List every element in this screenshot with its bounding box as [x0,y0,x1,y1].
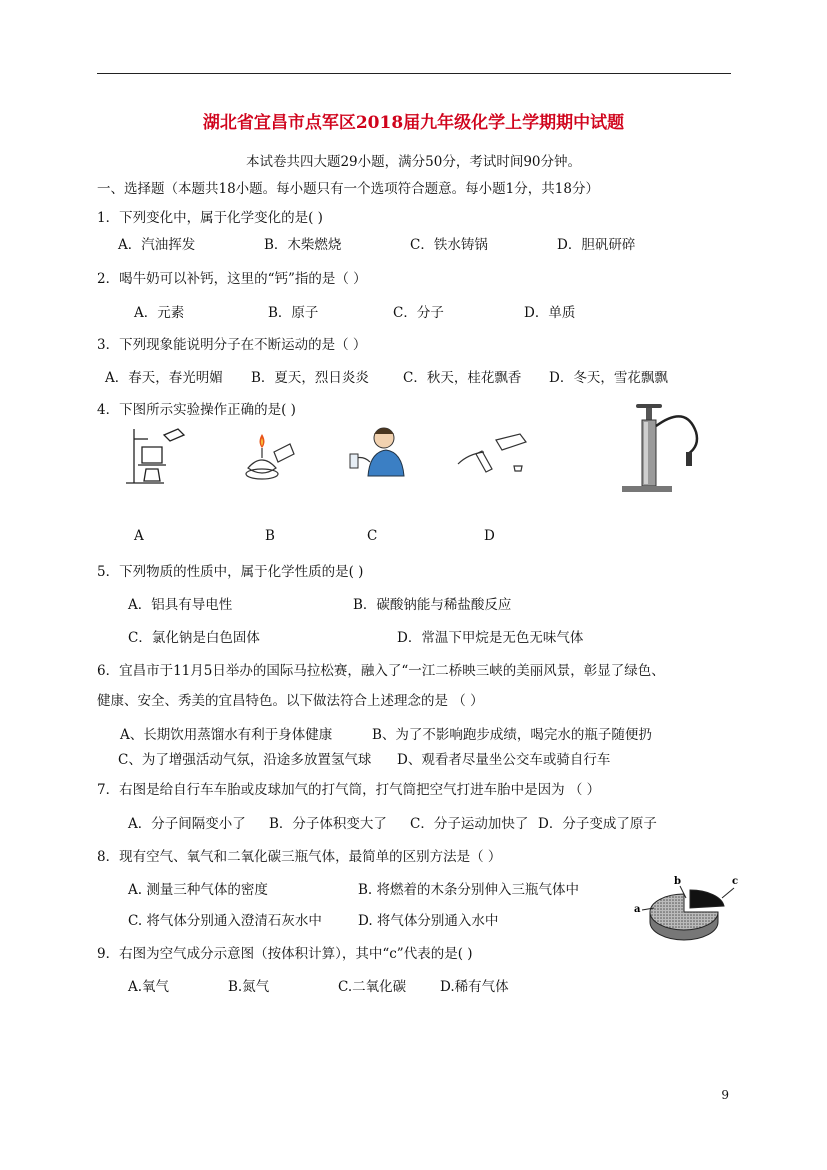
q3-option-d: D．冬天，雪花飘飘 [549,370,668,386]
q5-option-c: C．氯化钠是白色固体 [128,630,260,646]
q4-label-c: C [367,528,378,544]
q9-stem: 9．右图为空气成分示意图（按体积计算），其中“c”代表的是( ) [97,946,473,962]
q2-option-b: B．原子 [268,305,319,321]
q8-option-a: A. 测量三种气体的密度 [128,882,268,898]
page-number: 9 [721,1088,729,1102]
q1-stem: 1．下列变化中，属于化学变化的是( ) [97,210,323,226]
q6-stem-line1: 6．宜昌市于11月5日举办的国际马拉松赛，融入了“一江二桥映三峡的美丽风景，彰显了绿色、 [97,663,665,679]
q1-option-c: C．铁水铸锅 [410,237,488,253]
q2-option-d: D．单质 [524,305,576,321]
q7-option-c: C．分子运动加快了 [410,816,529,832]
document-title: 湖北省宜昌市点军区2018届九年级化学上学期期中试题 [202,113,625,133]
q7-stem: 7．右图是给自行车车胎或皮球加气的打气筒，打气筒把空气打进车胎中是因为 （ ） [97,782,601,798]
q4-label-d: D [484,528,495,544]
q6-option-c: C、为了增强活动气氛，沿途多放置氢气球 [118,752,372,768]
q6-option-d: D、观看者尽量坐公交车或骑自行车 [397,752,611,768]
q3-option-c: C．秋天，桂花飘香 [403,370,522,386]
figure-d-pouring-liquid [456,430,532,478]
q2-stem: 2．喝牛奶可以补钙，这里的“钙”指的是（ ） [97,271,367,287]
section-heading: 一、选择题（本题共18小题。每小题只有一个选项符合题意。每小题1分，共18分） [97,181,599,197]
q3-stem: 3．下列现象能说明分子在不断运动的是（ ） [97,337,367,353]
q9-option-d: D.稀有气体 [440,979,509,995]
q3-option-a: A．春天，春光明媚 [105,370,223,386]
q6-option-a: A、长期饮用蒸馏水有利于身体健康 [120,727,333,743]
q8-option-d: D. 将气体分别通入水中 [358,913,499,929]
q2-option-a: A．元素 [134,305,185,321]
pie-label-b: b [674,876,681,887]
q5-stem: 5．下列物质的性质中，属于化学性质的是( ) [97,564,364,580]
pie-label-a: a [634,904,641,915]
q1-option-d: D．胆矾研碎 [557,237,636,253]
q5-option-b: B．碳酸钠能与稀盐酸反应 [353,597,512,613]
q7-option-a: A．分子间隔变小了 [128,816,246,832]
q9-option-b: B.氮气 [228,979,270,995]
q3-option-b: B．夏天，烈日炎炎 [251,370,369,386]
air-composition-pie-diagram [630,872,742,946]
q1-option-a: A．汽油挥发 [118,237,196,253]
q6-stem-line2: 健康、安全、秀美的宜昌特色。以下做法符合上述理念的是 （ ） [97,693,484,709]
q6-option-b: B、为了不影响跑步成绩，喝完水的瓶子随便扔 [372,727,652,743]
header-rule [97,73,731,74]
figure-a-heating-stand [124,425,188,487]
figure-bicycle-pump [618,402,710,496]
figure-b-alcohol-lamp [240,428,298,482]
q7-option-d: D．分子变成了原子 [538,816,657,832]
q5-option-d: D．常温下甲烷是无色无味气体 [397,630,584,646]
q4-stem: 4．下图所示实验操作正确的是( ) [97,402,296,418]
q2-option-c: C．分子 [393,305,444,321]
exam-intro: 本试卷共四大题29小题，满分50分，考试时间90分钟。 [245,154,582,170]
q1-option-b: B．木柴燃烧 [264,237,342,253]
q9-option-a: A.氧气 [128,979,170,995]
q4-label-a: A [134,528,144,544]
q8-option-b: B. 将燃着的木条分别伸入三瓶气体中 [358,882,580,898]
q8-stem: 8．现有空气、氧气和二氧化碳三瓶气体，最简单的区别方法是（ ） [97,849,502,865]
pie-label-c: c [732,876,739,887]
q4-label-b: B [265,528,275,544]
q7-option-b: B．分子体积变大了 [269,816,387,832]
q8-option-c: C. 将气体分别通入澄清石灰水中 [128,913,322,929]
q5-option-a: A．铝具有导电性 [128,597,233,613]
figure-c-smelling-gas [342,424,412,482]
q9-option-c: C.二氧化碳 [338,979,407,995]
